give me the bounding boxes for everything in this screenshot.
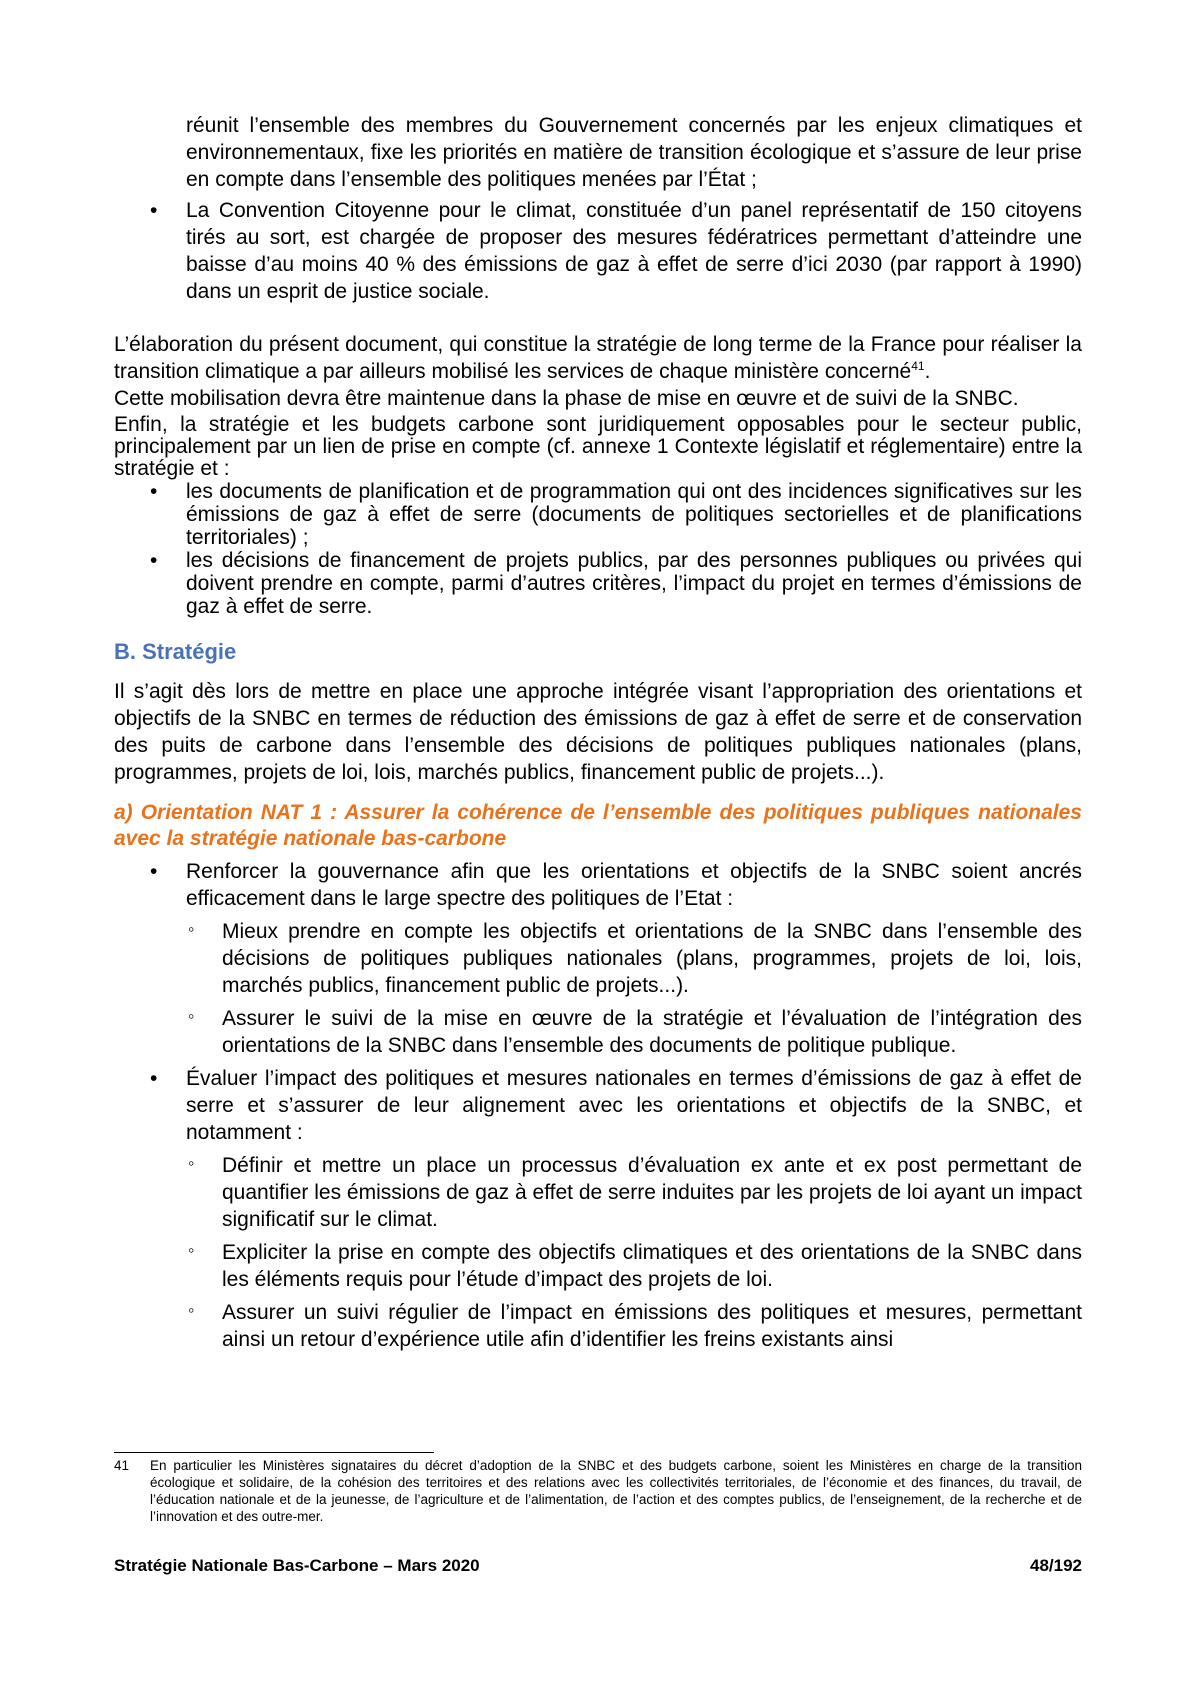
sub-list-item: ◦ Mieux prendre en compte les objectifs et orientations de la SNBC dans l’ensemble des décisions de politiques publiques nationales (plans, programmes, projets de loi, lois, marchés publics, financement public de projets...).: [186, 918, 1082, 999]
sub-list: [186, 1152, 1082, 1353]
footnote-reference[interactable]: 41: [911, 359, 925, 373]
footer-title: Stratégie Nationale Bas-Carbone – Mars 2020: [114, 1556, 480, 1575]
paragraph-mobilisation: Cette mobilisation devra être maintenue dans la phase de mise en œuvre et de suivi de la SNBC.: [114, 387, 1019, 410]
footnote-text: En particulier les Ministères signataires du décret d’adoption de la SNBC et des budgets carbone, soient les Ministères en charge de la transition écologique et solidaire, de la cohésion des territoires et des relations avec les collectivités territoriales, de l’économie et des finances, du travail, de l’éducation nationale et de la jeunesse, de l’agriculture et de l’alimentation, de l’action et des comptes publics, de l’enseignement, de la recherche et de l’innovation et des outre-mer.: [150, 1458, 1082, 1524]
footnote-divider: [114, 1452, 434, 1453]
section-paragraph: Il s’agit dès lors de mettre en place une approche intégrée visant l’appropriation des orientations et objectifs de la SNBC en termes de réduction des émissions de gaz à effet de serre et de conservation des puits de carbone dans l’ensemble des décisions de politiques publiques nationales (plans, programmes, projets de loi, lois, marchés publics, financement public de projets...).: [114, 680, 1082, 784]
section-title: B. Stratégie: [114, 639, 237, 664]
list-item-convention: • La Convention Citoyenne pour le climat, constituée d’un panel représentatif de 150 citoyens tirés au sort, est chargée de proposer des mesures fédératrices permettant d’atteindre une baisse d’au moins 40 % des émissions de gaz à effet de serre d’ici 2030 (par rapport à 1990) dans un esprit de justice sociale.: [114, 197, 1082, 305]
sub-list-item: ◦ Assurer un suivi régulier de l’impact en émissions des politiques et mesures, permettant ainsi un retour d’expérience utile afin d’identifier les freins existants ainsi: [186, 1299, 1082, 1353]
sub-list-item: ◦ Expliciter la prise en compte des objectifs climatiques et des orientations de la SNBC dans les éléments requis pour l’étude d’impact des projets de loi.: [186, 1239, 1082, 1293]
list-item: • les décisions de financement de projets publics, par des personnes publiques ou privées qui doivent prendre en compte, parmi d’autres critères, l’impact du projet en termes d’émissions de gaz à effet de serre.: [114, 549, 1082, 618]
intro-continuation: réunit l’ensemble des membres du Gouvernement concernés par les enjeux climatiques et environnementaux, fixe les priorités en matière de transition écologique et s’assure de leur prise en compte dans l’ensemble des politiques menées par l’État ;: [186, 114, 1082, 191]
footnote: [114, 1457, 1082, 1525]
sub-list: [186, 918, 1082, 1059]
list-item-text: Renforcer la gouvernance afin que les orientations et objectifs de la SNBC soient ancrés efficacement dans le large spectre des politiques de l’Etat :: [186, 860, 1082, 910]
list-item-governance: [114, 858, 1082, 1059]
list-item-evaluation: [114, 1065, 1082, 1353]
orientation-title: a) Orientation NAT 1 : Assurer la cohérence de l’ensemble des politiques publiques nationales avec la stratégie nationale bas-carbone: [114, 801, 1082, 850]
list-item-text: Évaluer l’impact des politiques et mesures nationales en termes d’émissions de gaz à effet de serre et s’assurer de leur alignement avec les orientations et objectifs de la SNBC, et notamment :: [186, 1067, 1082, 1144]
page-number: 48/192: [1030, 1556, 1082, 1575]
list-item: • les documents de planification et de programmation qui ont des incidences significatives sur les émissions de gaz à effet de serre (documents de politiques sectorielles et de planifications territoriales) ;: [114, 480, 1082, 549]
sub-list-item: ◦ Définir et mettre un place un processus d’évaluation ex ante et ex post permettant de quantifier les émissions de gaz à effet de serre induites par les projets de loi ayant un impact significatif sur le climat.: [186, 1152, 1082, 1233]
paragraph-elaboration-text: L’élaboration du présent document, qui constitue la stratégie de long terme de la France pour réaliser la transition climatique a par ailleurs mobilisé les services de chaque ministère concerné: [114, 333, 1082, 383]
footnote-number: 41: [114, 1458, 130, 1473]
paragraph-enfin: Enfin, la stratégie et les budgets carbone sont juridiquement opposables pour le secteur public, principalement par un lien de prise en compte (cf. annexe 1 Contexte législatif et réglementaire) entre la stratégie et :: [114, 413, 1082, 480]
paragraph-elaboration: [114, 331, 1082, 385]
intro-bullet-list: [114, 197, 1082, 305]
page-footer: [114, 1556, 1082, 1576]
enfin-bullet-list: [114, 480, 1082, 618]
sub-list-item: ◦ Assurer le suivi de la mise en œuvre de la stratégie et l’évaluation de l’intégration des orientations de la SNBC dans l’ensemble des documents de politique publique.: [186, 1005, 1082, 1059]
page-body: [114, 112, 1082, 1359]
orientation-bullet-list: [114, 858, 1082, 1353]
paragraph-elaboration-end: .: [924, 360, 931, 383]
